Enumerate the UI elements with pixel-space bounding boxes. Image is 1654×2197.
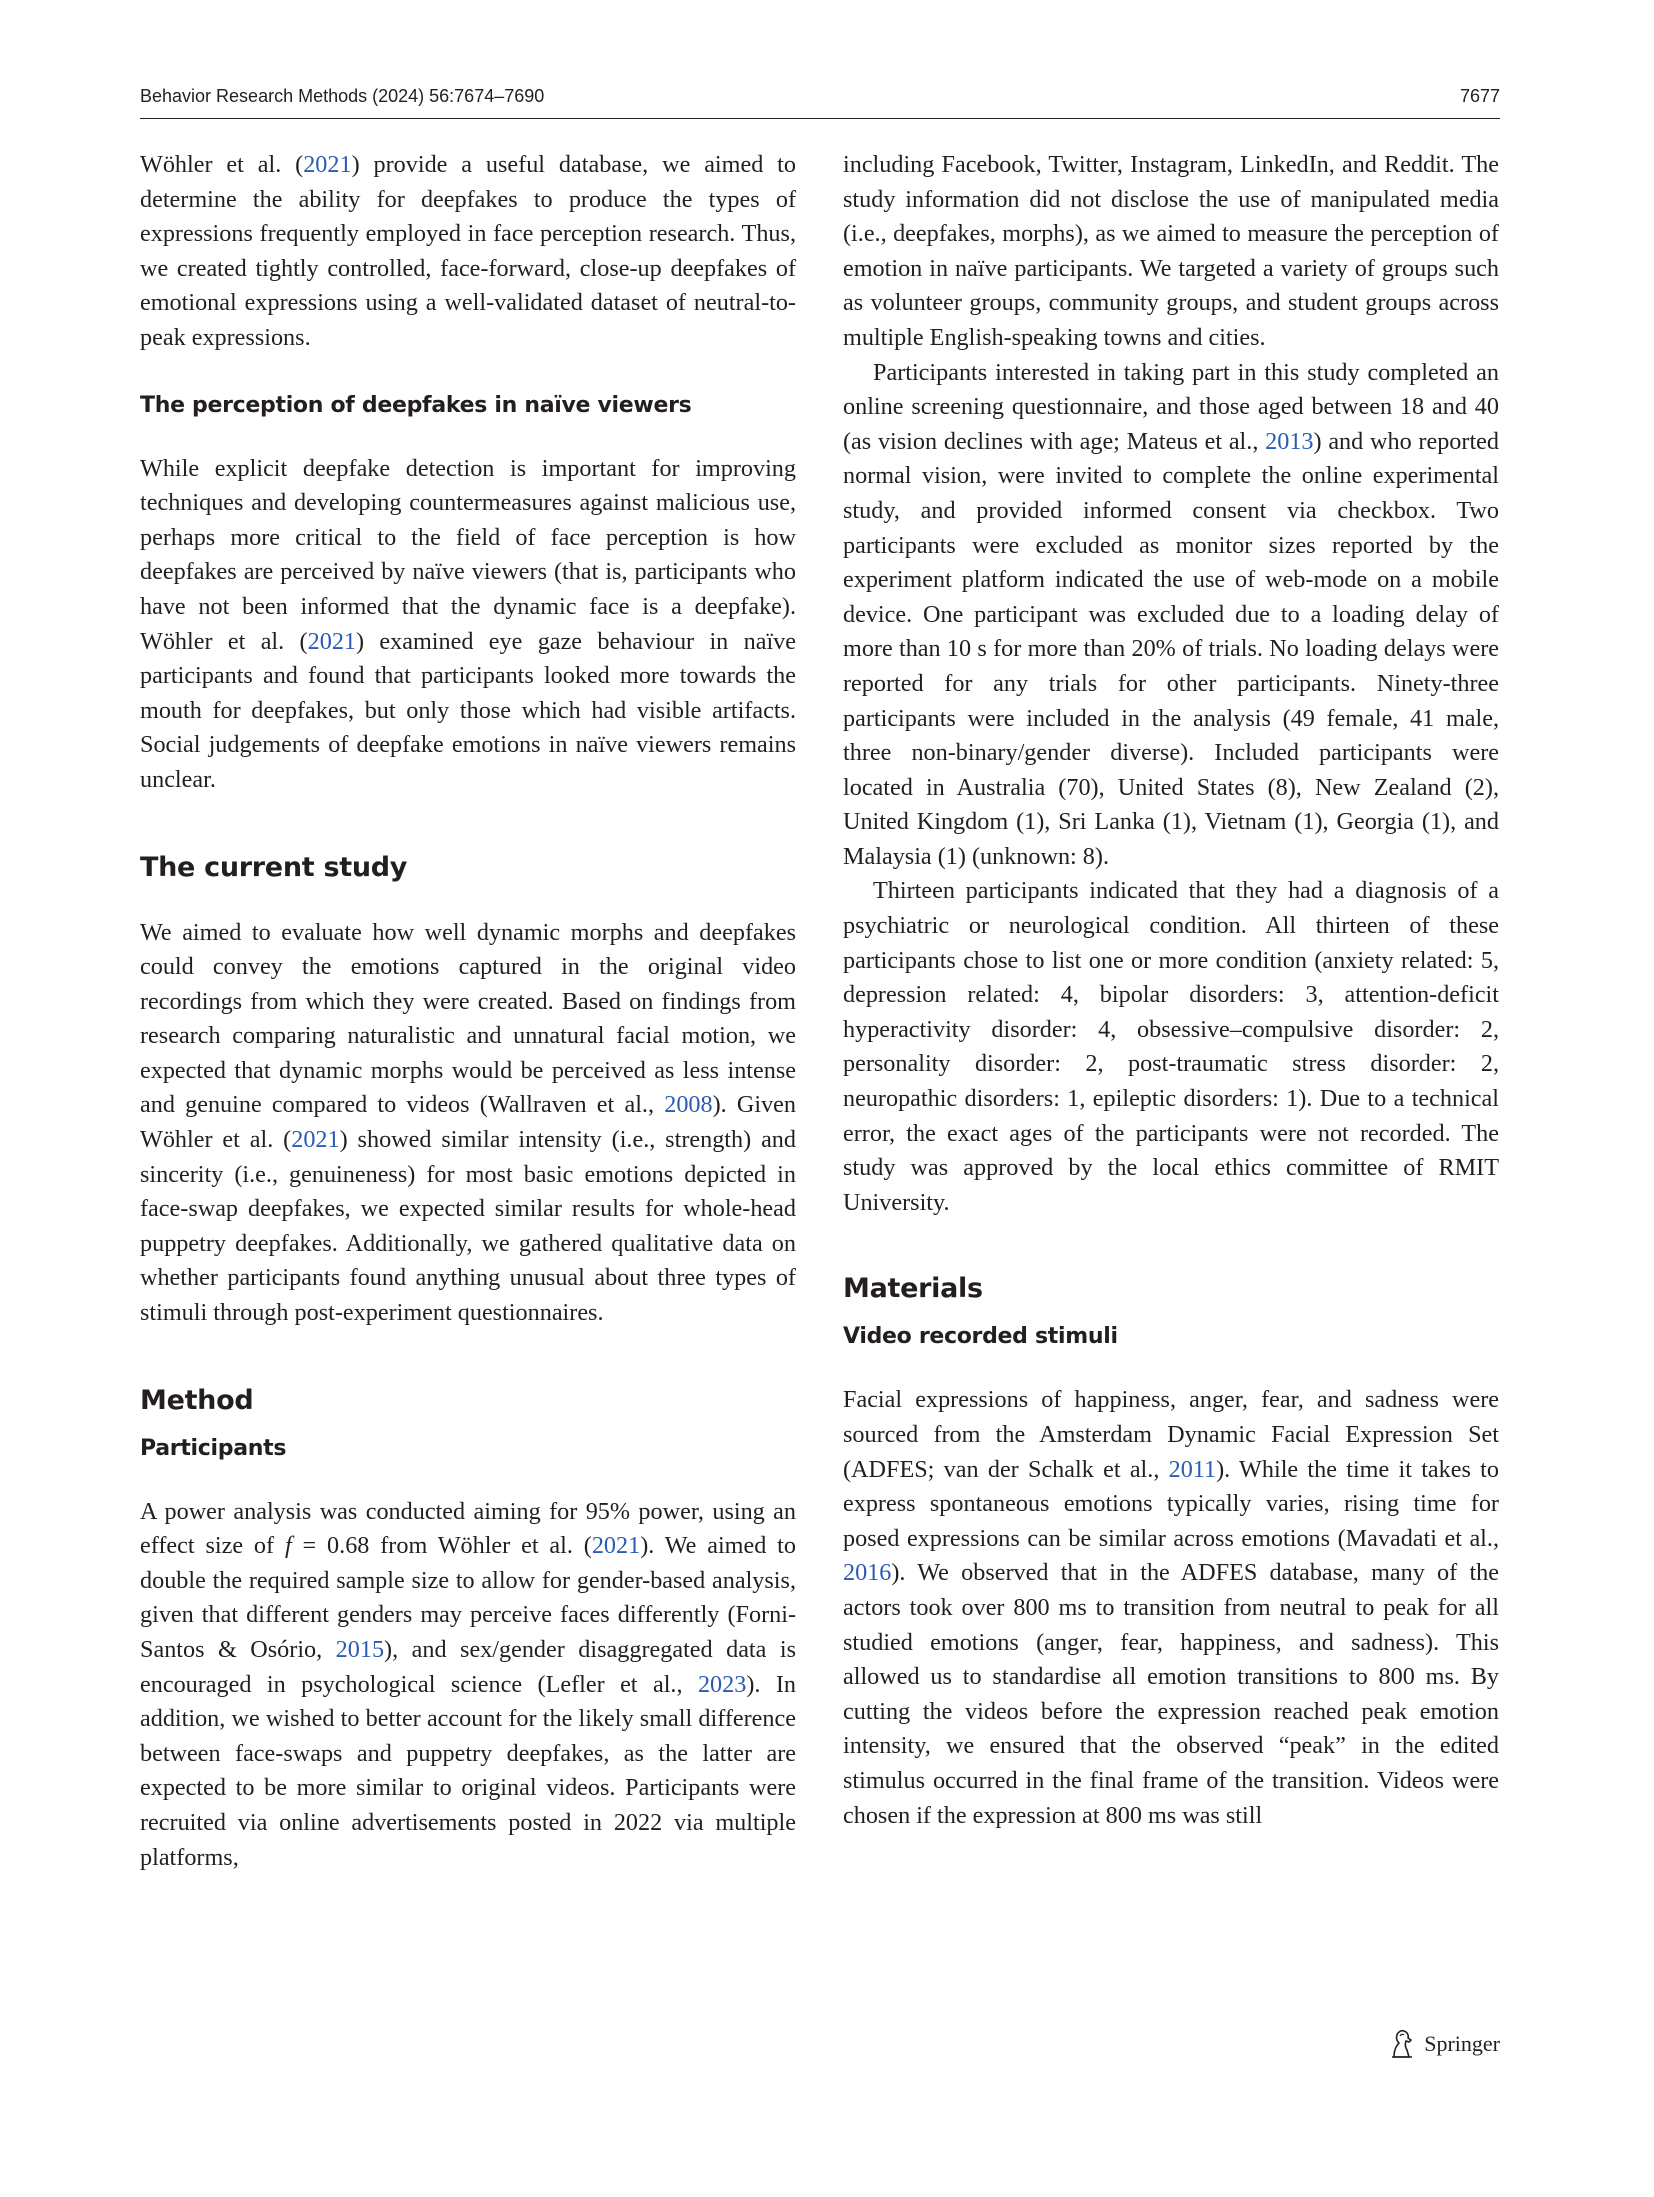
effect-size-symbol: f [284, 1532, 292, 1560]
text-run: ), and sex/gender disaggregated data is encouraged in psychological science (Lefler et al., [140, 1636, 796, 1698]
text-run: We aimed to evaluate how well dynamic morphs and deepfakes could convey the emotions captured in the original video recordings from which they were created. Based on findings from research comparing naturalistic and unnatural facial motion, we expected that dynamic morphs would be perceived as less intense and genuine compared to videos (Wallraven et al., [140, 918, 796, 1119]
recruitment-paragraph: including Facebook, Twitter, Instagram, LinkedIn, and Reddit. The study information did not disclose the use of manipulated media (i.e., deepfakes, morphs), as we aimed to measure the perception of emotion in naïve participants. We targeted a variety of groups such as volunteer groups, community groups, and student groups across multiple English-speaking towns and cities. [843, 151, 1499, 351]
video-stimuli-paragraph [843, 1383, 1499, 1833]
diagnosis-paragraph: Thirteen participants indicated that they had a diagnosis of a psychiatric or neurological condition. All thirteen of these participants chose to list one or more condition (anxiety related: 5, depression related: 4, bipolar disorders: 3, attention-deficit hyperactivity disorder: 4, obsessive–compulsive disorder: 2, personality disorder: 2, post-traumatic stress disorder: 2, neuropathic disorders: 1, epileptic disorders: 1). Due to a technical error, the exact ages of the participants were not recorded. The study was approved by the local ethics committee of RMIT University. [843, 877, 1499, 1216]
screening-paragraph [843, 356, 1499, 875]
intro-paragraph [140, 148, 796, 356]
text-run: A power analysis was conducted aiming for 95% power, using an effect size of [140, 1497, 796, 1560]
video-stimuli-heading: Video recorded stimuli [843, 1324, 1118, 1350]
method-heading: Method [140, 1384, 254, 1416]
citation-link[interactable]: 2015 [335, 1636, 385, 1663]
publisher-name: Springer [1424, 2031, 1500, 2056]
text-run: Wöhler et al. ( [140, 151, 304, 178]
right-column [843, 148, 1499, 1833]
perception-heading: The perception of deepfakes in naïve viewers [140, 392, 692, 418]
citation-link[interactable]: 2016 [843, 1559, 892, 1587]
citation-link[interactable]: 2021 [303, 151, 352, 178]
text-run: = 0.68 from Wöhler et al. ( [291, 1532, 592, 1560]
text-run: ) examined eye gaze behaviour in naïve participants and found that participants looked more towards the mouth for deepfakes, but only those which had visible artifacts. Social judgements of deepfake emotions in naïve viewers remains unclear. [140, 627, 796, 793]
text-run: Participants interested in taking part in this study completed an online screening questionnaire, and those aged between 18 and 40 (as vision declines with age; Mateus et al., [843, 358, 1499, 455]
text-run: Facial expressions of happiness, anger, fear, and sadness were sourced from the Amsterdam Dynamic Facial Expression Set (ADFES; van der Schalk et al., [843, 1386, 1499, 1483]
text-run: ). We aimed to double the required sample size to allow for gender-based analysis, given that different genders may perceive faces differently (Forni-Santos & Osório, [140, 1532, 796, 1663]
participants-heading: Participants [140, 1435, 287, 1461]
text-run: ) and who reported normal vision, were invited to complete the online experimental study, and provided informed consent via checkbox. Two participants were excluded as monitor sizes reported by the experiment platform indicated the use of web-mode on a mobile device. One participant was excluded due to a loading delay of more than 10 s for more than 20% of trials. No loading delays were reported for any trials for other participants. Ninety-three participants were included in the analysis (49 female, 41 male, three non-binary/gender diverse). Included participants were located in Australia (70), United States (8), New Zealand (2), United Kingdom (1), Sri Lanka (1), Vietnam (1), Georgia (1), and Malaysia (1) (unknown: 8). [843, 427, 1499, 870]
text-run: ) provide a useful database, we aimed to determine the ability for deepfakes to produce the types of expressions frequently employed in face perception research. Thus, we created tightly controlled, face-forward, close-up deepfakes of emotional expressions using a well-validated dataset of neutral-to-peak expressions. [140, 151, 796, 351]
citation-link[interactable]: 2013 [1265, 427, 1314, 455]
text-run: ). While the time it takes to express spontaneous emotions typically varies, rising time for posed expressions can be similar across emotions (Mavadati et al., [843, 1455, 1499, 1552]
text-run: ). Given Wöhler et al. ( [140, 1091, 797, 1154]
journal-citation: Behavior Research Methods (2024) 56:7674–7690 [140, 86, 545, 106]
header-rule [140, 118, 1500, 119]
page-number: 7677 [1459, 86, 1500, 106]
left-column [140, 148, 796, 1875]
citation-link[interactable]: 2008 [664, 1091, 713, 1119]
text-run: ) showed similar intensity (i.e., strength) and sincerity (i.e., genuineness) for most basic emotions depicted in face-swap deepfakes, we expected similar results for whole-head puppetry deepfakes. Additionally, we gathered qualitative data on whether participants found anything unusual about three types of stimuli through post-experiment questionnaires. [140, 1126, 796, 1327]
perception-paragraph [140, 452, 796, 798]
citation-link[interactable]: 2023 [697, 1670, 747, 1698]
current-study-paragraph [140, 916, 796, 1331]
citation-link[interactable]: 2021 [307, 627, 356, 655]
citation-link[interactable]: 2021 [591, 1532, 641, 1560]
text-run: While explicit deepfake detection is important for improving techniques and developing countermeasures against malicious use, perhaps more critical to the field of face perception is how deepfakes are perceived by naïve viewers (that is, participants who have not been informed that the dynamic face is a deepfake). Wöhler et al. ( [140, 454, 796, 655]
materials-heading: Materials [843, 1273, 983, 1305]
citation-link[interactable]: 2021 [291, 1126, 340, 1154]
text-run: ). In addition, we wished to better account for the likely small difference between face-swaps and puppetry deepfakes, as the latter are expected to be more similar to original videos. Participants were recruited via online advertisements posted in 2022 via multiple platforms, [140, 1670, 796, 1871]
current-study-heading: The current study [140, 851, 408, 883]
text-run: ). We observed that in the ADFES database, many of the actors took over 800 ms to transition from neutral to peak for all studied emotions (anger, fear, happiness, and sadness). This allowed us to standardise all emotion transitions to 800 ms. By cutting the videos before the expression reached peak emotion intensity, we ensured that the observed “peak” in the edited stimulus occurred in the final frame of the transition. Videos were chosen if the expression at 800 ms was still [843, 1559, 1499, 1829]
springer-horse-icon [1388, 2028, 1416, 2060]
running-header [140, 86, 1500, 116]
participants-paragraph [140, 1495, 796, 1876]
publisher-footer [1388, 2026, 1500, 2062]
citation-link[interactable]: 2011 [1168, 1455, 1217, 1483]
